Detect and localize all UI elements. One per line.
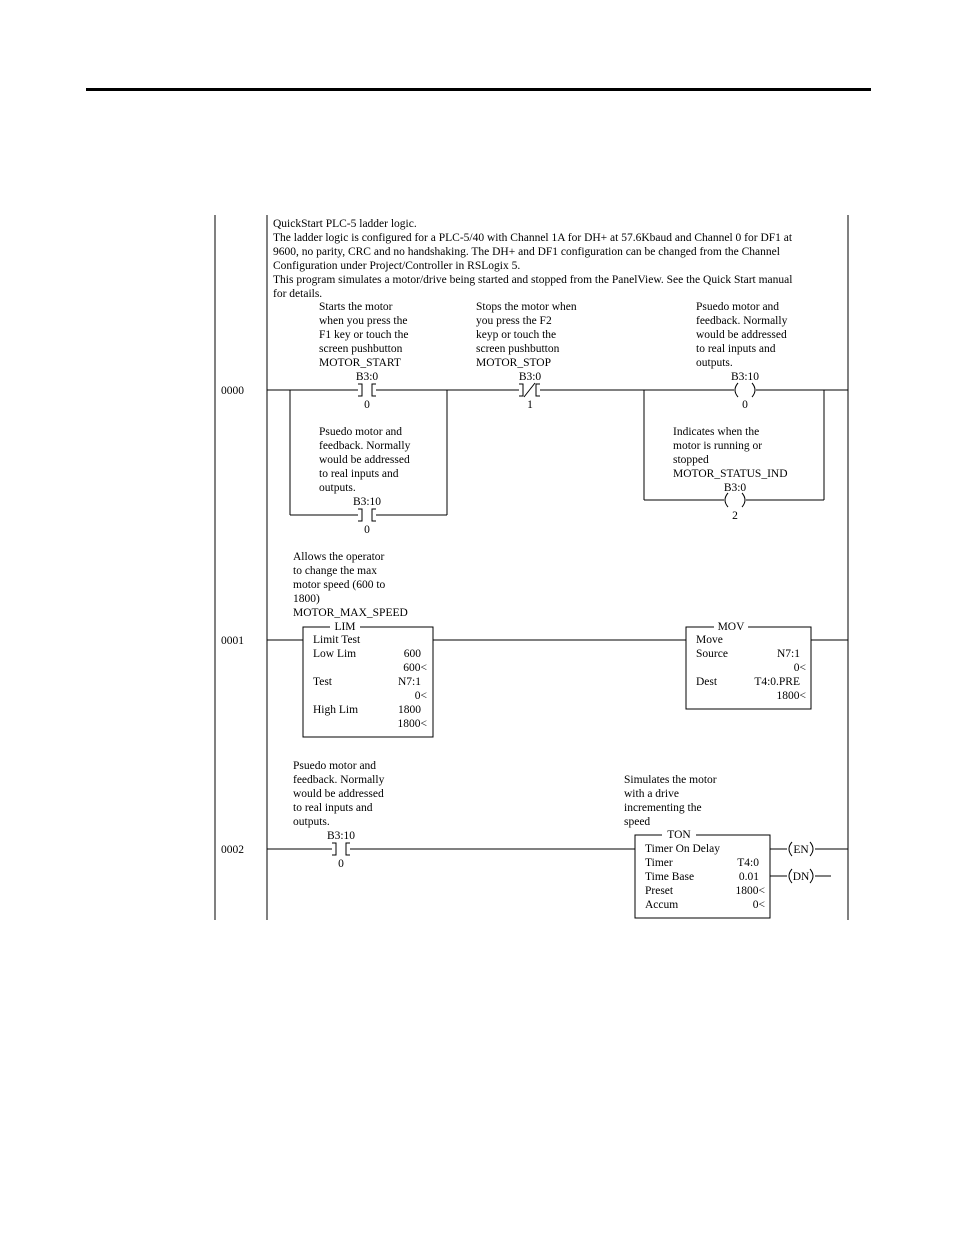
svg-text:to real inputs and: to real inputs and — [696, 343, 776, 355]
svg-text:Allows the operator: Allows the operator — [293, 551, 385, 563]
svg-text:Test: Test — [313, 676, 332, 688]
coil-address: B3:10 — [730, 371, 760, 383]
svg-text:Low Lim: Low Lim — [313, 648, 357, 660]
svg-text:with a drive: with a drive — [624, 788, 679, 800]
svg-text:would be addressed: would be addressed — [696, 329, 787, 341]
main-comment-line: QuickStart PLC-5 ladder logic. — [273, 218, 417, 230]
ton-instruction[interactable] — [635, 828, 770, 918]
ton-desc: Timer On Delay — [645, 843, 720, 855]
svg-text:1800: 1800 — [398, 704, 421, 716]
svg-text:600: 600 — [403, 648, 421, 660]
svg-text:MOTOR_MAX_SPEED: MOTOR_MAX_SPEED — [293, 607, 408, 619]
svg-text:0<: 0< — [414, 690, 427, 702]
contact-bit: 0 — [338, 858, 344, 870]
svg-text:speed: speed — [624, 816, 651, 828]
svg-text:N7:1: N7:1 — [398, 676, 421, 688]
coil-bit: 2 — [732, 510, 738, 522]
svg-text:would be addressed: would be addressed — [293, 788, 384, 800]
svg-text:Psuedo motor and: Psuedo motor and — [293, 760, 377, 772]
svg-text:feedback. Normally: feedback. Normally — [319, 440, 411, 452]
rung-number: 0000 — [221, 385, 244, 397]
mov-title: MOV — [717, 621, 745, 633]
dn-output[interactable] — [789, 869, 813, 883]
status-output-coil[interactable] — [724, 482, 747, 522]
contact-address: B3:10 — [326, 830, 356, 842]
mov-desc: Move — [696, 634, 723, 646]
seal-contact[interactable] — [353, 496, 381, 536]
main-comment-line: Configuration under Project/Controller in RSLogix 5. — [273, 260, 521, 272]
lim-instruction[interactable] — [303, 620, 433, 737]
svg-text:to change the max: to change the max — [293, 565, 377, 577]
svg-text:feedback. Normally: feedback. Normally — [293, 774, 385, 786]
dn-label: DN — [792, 871, 810, 883]
svg-text:screen pushbutton: screen pushbutton — [476, 343, 560, 355]
en-label: EN — [793, 844, 809, 856]
svg-text:600<: 600< — [403, 662, 427, 674]
contact-bit: 1 — [527, 399, 533, 411]
svg-text:keyp or touch the: keyp or touch the — [476, 329, 557, 341]
rung-0002 — [221, 760, 848, 918]
coil-bit: 0 — [742, 399, 748, 411]
rung-0000 — [221, 301, 848, 536]
svg-text:stopped: stopped — [673, 454, 709, 466]
rung-number: 0002 — [221, 844, 244, 856]
svg-text:would be addressed: would be addressed — [319, 454, 410, 466]
svg-text:1800<: 1800< — [776, 690, 806, 702]
stop-contact[interactable] — [519, 371, 542, 411]
contact-address: B3:0 — [355, 371, 379, 383]
svg-text:feedback. Normally: feedback. Normally — [696, 315, 788, 327]
svg-text:to real inputs and: to real inputs and — [293, 802, 373, 814]
contact-address: B3:0 — [518, 371, 542, 383]
motor-run-contact[interactable] — [327, 830, 355, 870]
contact-bit: 0 — [364, 399, 370, 411]
mov-instruction[interactable] — [686, 620, 811, 709]
svg-text:MOTOR_STOP: MOTOR_STOP — [476, 357, 551, 369]
contact-address: B3:10 — [352, 496, 382, 508]
svg-text:Preset: Preset — [645, 885, 674, 897]
svg-text:High Lim: High Lim — [313, 704, 359, 716]
svg-text:Stops the motor when: Stops the motor when — [476, 301, 577, 313]
svg-text:Dest: Dest — [696, 676, 718, 688]
svg-text:incrementing the: incrementing the — [624, 802, 702, 814]
en-output[interactable] — [789, 842, 813, 856]
svg-text:outputs.: outputs. — [319, 482, 356, 494]
svg-text:MOTOR_STATUS_IND: MOTOR_STATUS_IND — [673, 468, 788, 480]
svg-text:screen pushbutton: screen pushbutton — [319, 343, 403, 355]
status-comment — [673, 426, 788, 480]
svg-text:Accum: Accum — [645, 899, 679, 911]
main-comment-line: 9600, no parity, CRC and no handshaking. The DH+ and DF1 configuration can be changed from the Channel — [273, 246, 780, 258]
coil-address: B3:0 — [723, 482, 747, 494]
svg-text:when you press the: when you press the — [319, 315, 408, 327]
lim-comment — [293, 551, 408, 619]
svg-text:Source: Source — [696, 648, 728, 660]
svg-text:1800<: 1800< — [735, 885, 765, 897]
svg-text:Simulates the motor: Simulates the motor — [624, 774, 717, 786]
svg-text:N7:1: N7:1 — [777, 648, 800, 660]
svg-text:Psuedo motor and: Psuedo motor and — [319, 426, 403, 438]
svg-text:Time Base: Time Base — [645, 871, 695, 883]
svg-text:Starts the motor: Starts the motor — [319, 301, 393, 313]
motor-output-coil[interactable] — [731, 371, 759, 411]
lim-desc: Limit Test — [313, 634, 361, 646]
main-comment-line: The ladder logic is configured for a PLC-5/40 with Channel 1A for DH+ at 57.6Kbaud and Channel 0 for DF1 at — [273, 232, 793, 244]
seal-comment — [319, 426, 411, 494]
ton-title: TON — [667, 829, 691, 841]
svg-text:Indicates when the: Indicates when the — [673, 426, 760, 438]
svg-text:F1 key or touch the: F1 key or touch the — [319, 329, 409, 341]
svg-text:you press the F2: you press the F2 — [476, 315, 552, 327]
lim-title: LIM — [334, 621, 356, 633]
main-comment — [273, 218, 793, 300]
svg-text:motor is running or: motor is running or — [673, 440, 763, 452]
stop-comment — [476, 301, 577, 369]
contact-comment — [293, 760, 385, 828]
contact-bit: 0 — [364, 524, 370, 536]
svg-text:T4:0: T4:0 — [737, 857, 759, 869]
svg-text:outputs.: outputs. — [293, 816, 330, 828]
svg-text:T4:0.PRE: T4:0.PRE — [754, 676, 800, 688]
main-comment-line: This program simulates a motor/drive being started and stopped from the PanelView. See the Quick Start manual — [273, 274, 793, 286]
start-comment — [319, 301, 408, 369]
motor-output-comment — [696, 301, 788, 369]
svg-text:0<: 0< — [793, 662, 806, 674]
svg-text:MOTOR_START: MOTOR_START — [319, 357, 401, 369]
svg-text:Psuedo motor and: Psuedo motor and — [696, 301, 780, 313]
start-contact[interactable] — [356, 371, 379, 411]
rung-number: 0001 — [221, 635, 244, 647]
ton-comment — [624, 774, 717, 828]
svg-text:1800): 1800) — [293, 593, 320, 605]
svg-text:0.01: 0.01 — [738, 871, 759, 883]
svg-text:motor speed (600 to: motor speed (600 to — [293, 579, 386, 591]
svg-text:Timer: Timer — [645, 857, 673, 869]
svg-text:outputs.: outputs. — [696, 357, 733, 369]
rung-0001 — [221, 551, 848, 737]
svg-text:0<: 0< — [752, 899, 765, 911]
svg-text:1800<: 1800< — [397, 718, 427, 730]
main-comment-line: for details. — [273, 288, 323, 300]
svg-text:to real inputs and: to real inputs and — [319, 468, 399, 480]
